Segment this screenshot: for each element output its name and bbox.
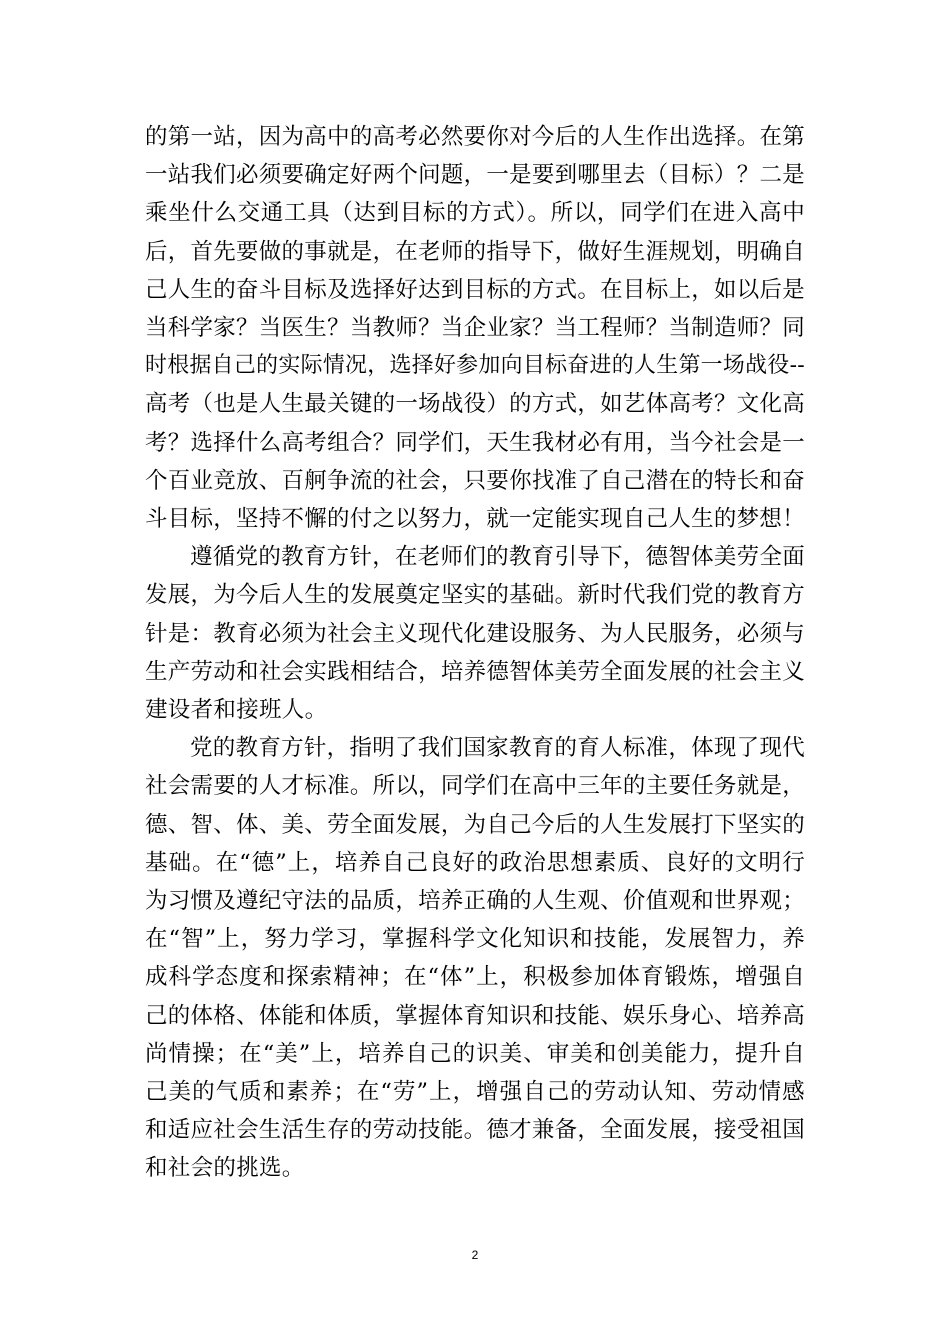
text-line: 和适应社会生活生存的劳动技能。德才兼备，全面发展，接受祖国 [145,1117,805,1144]
paragraph-2 [145,538,805,729]
text-line: 一站我们必须要确定好两个问题，一是要到哪里去（目标）？二是 [145,162,805,189]
text-line: 考？选择什么高考组合？同学们，天生我材必有用，当今社会是一 [145,429,805,456]
text-line: 乘坐什么交通工具（达到目标的方式）。所以，同学们在进入高中 [145,200,805,227]
text-line: 遵循党的教育方针，在老师们的教育引导下，德智体美劳全面 [190,544,805,571]
text-line: 为习惯及遵纪守法的品质，培养正确的人生观、价值观和世界观； [145,888,805,915]
paragraph-3 [145,729,805,1187]
text-line: 高考（也是人生最关键的一场战役）的方式，如艺体高考？文化高 [145,391,805,418]
text-line: 针是：教育必须为社会主义现代化建设服务、为人民服务，必须与 [145,620,805,647]
text-line: 社会需要的人才标准。所以，同学们在高中三年的主要任务就是， [145,773,805,800]
text-line: 个百业竞放、百舸争流的社会，只要你找准了自己潜在的特长和奋 [145,467,805,494]
text-line: 在“智”上，努力学习，掌握科学文化知识和技能，发展智力，养 [145,926,805,953]
page-number: 2 [471,1248,479,1262]
body-text [145,118,805,1188]
text-line: 发展，为今后人生的发展奠定坚实的基础。新时代我们党的教育方 [145,582,805,609]
text-line: 当科学家？当医生？当教师？当企业家？当工程师？当制造师？同 [145,315,805,342]
text-line: 生产劳动和社会实践相结合，培养德智体美劳全面发展的社会主义 [145,658,805,685]
text-line: 己人生的奋斗目标及选择好达到目标的方式。在目标上，如以后是 [145,276,805,303]
text-line: 己美的气质和素养；在“劳”上，增强自己的劳动认知、劳动情感 [145,1079,805,1106]
paragraph-1 [145,118,805,538]
text-line: 的第一站，因为高中的高考必然要你对今后的人生作出选择。在第 [145,124,805,150]
text-line: 基础。在“德”上，培养自己良好的政治思想素质、良好的文明行 [145,849,805,876]
text-line: 党的教育方针，指明了我们国家教育的育人标准，体现了现代 [190,735,805,762]
text-line: 成科学态度和探索精神；在“体”上，积极参加体育锻炼，增强自 [145,964,805,991]
text-line: 建设者和接班人。 [145,697,328,724]
text-line: 德、智、体、美、劳全面发展，为自己今后的人生发展打下坚实的 [145,811,805,838]
text-line: 尚情操；在“美”上，培养自己的识美、审美和创美能力，提升自 [145,1040,805,1067]
text-line: 后，首先要做的事就是，在老师的指导下，做好生涯规划，明确自 [145,238,805,265]
text-line: 和社会的挑选。 [145,1155,305,1182]
text-line: 斗目标，坚持不懈的付之以努力，就一定能实现自己人生的梦想！ [145,506,805,533]
text-line: 己的体格、体能和体质，掌握体育知识和技能、娱乐身心、培养高 [145,1002,805,1029]
text-line: 时根据自己的实际情况，选择好参加向目标奋进的人生第一场战役-- [145,353,805,379]
